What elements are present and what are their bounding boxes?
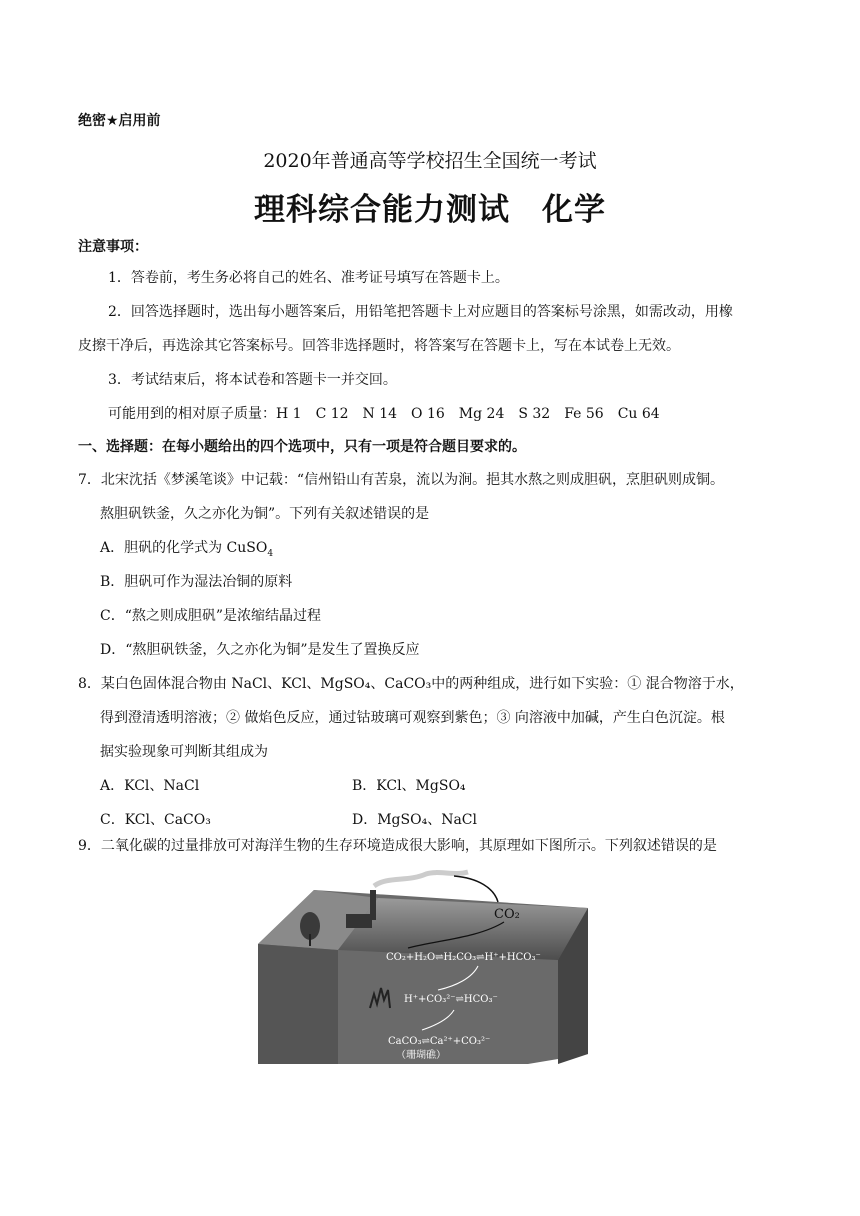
q8-option-b: B．KCl、MgSO₄ (352, 778, 466, 794)
co2-label: CO₂ (494, 907, 520, 922)
notice-item-2-line-1: 2．回答选择题时，选出每小题答案后，用铅笔把答题卡上对应题目的答案标号涂黑，如需改动，用橡 (108, 304, 733, 320)
section-heading: 一、选择题：在每小题给出的四个选项中，只有一项是符合题目要求的。 (78, 439, 526, 455)
q8-option-c: C．KCl、CaCO₃ (100, 812, 211, 828)
q7-option-b: B．胆矾可作为湿法冶铜的原料 (100, 574, 293, 590)
q7-option-a: A．胆矾的化学式为 CuSO$_4$ (100, 540, 274, 559)
q8-stem-line-2: 得到澄清透明溶液；② 做焰色反应，通过钴玻璃可观察到紫色；③ 向溶液中加碱，产生白色沉淀。根 (100, 710, 725, 726)
q7-stem-line-2: 熬胆矾铁釜，久之亦化为铜”。下列有关叙述错误的是 (100, 506, 430, 522)
emission-arrow (454, 876, 498, 902)
exam-title: 2020年普通高等学校招生全国统一考试 (263, 150, 597, 172)
equilibrium-1: CO₂+H₂O⇌H₂CO₃⇌H⁺+HCO₃⁻ (386, 952, 541, 963)
q8-option-d: D．MgSO₄、NaCl (352, 812, 477, 828)
subject-title: 理科综合能力测试 化学 (254, 192, 606, 228)
q7-option-d: D．“熬胆矾铁釜，久之亦化为铜”是发生了置换反应 (100, 642, 420, 658)
notice-item-2-line-2: 皮擦干净后，再选涂其它答案标号。回答非选择题时，将答案写在答题卡上，写在本试卷上无效。 (78, 338, 680, 354)
q8-stem-line-1: 8．某白色固体混合物由 NaCl、KCl、MgSO₄、CaCO₃中的两种组成，进行如下实验：① 混合物溶于水， (78, 676, 744, 692)
q9-stem-line-1: 9．二氧化碳的过量排放可对海洋生物的生存环境造成很大影响，其原理如下图所示。下列叙述错误的是 (78, 838, 717, 854)
notice-heading: 注意事项： (78, 239, 148, 255)
equilibrium-3: CaCO₃⇌Ca²⁺+CO₃²⁻ (388, 1036, 491, 1047)
coral-label: （珊瑚礁） (396, 1050, 446, 1061)
q8-option-a: A．KCl、NaCl (100, 778, 200, 794)
ocean-co2-diagram (258, 868, 594, 1068)
q7-option-c: C．“熬之则成胆矾”是浓缩结晶过程 (100, 608, 322, 624)
q7-stem-line-1: 7．北宋沈括《梦溪笔谈》中记载：“信州铅山有苦泉，流以为涧。挹其水熬之则成胆矾，烹胆矾则成铜。 (78, 472, 725, 488)
confidential-label: 绝密★启用前 (78, 113, 161, 129)
equilibrium-2: H⁺+CO₃²⁻⇌HCO₃⁻ (404, 994, 498, 1005)
notice-item-1: 1．答卷前，考生务必将自己的姓名、准考证号填写在答题卡上。 (108, 270, 509, 286)
notice-item-3: 3．考试结束后，将本试卷和答题卡一并交回。 (108, 372, 397, 388)
atomic-masses: 可能用到的相对原子质量：H 1 C 12 N 14 O 16 Mg 24 S 32 Fe 56 Cu 64 (108, 406, 660, 422)
q8-stem-line-3: 据实验现象可判断其组成为 (100, 744, 268, 760)
